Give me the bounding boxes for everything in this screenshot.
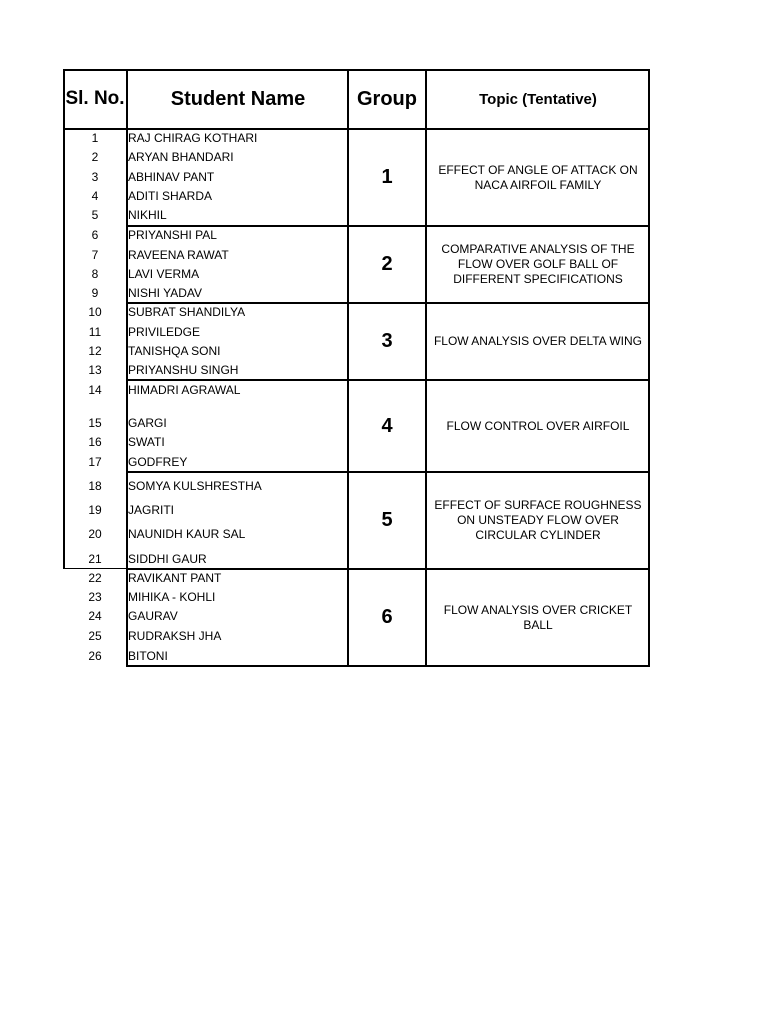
border-bottom [126,665,650,667]
sl-no-cell: 2 [91,150,99,164]
group-number-cell: 3 [381,330,393,352]
student-name-cell: ARYAN BHANDARI [128,150,234,164]
group-number-cell: 2 [381,253,393,275]
sl-no-cell: 26 [88,649,102,663]
student-name-cell: SOMYA KULSHRESTHA [128,479,262,493]
divider-sl-name [126,69,128,667]
sl-no-cell: 23 [88,590,102,604]
student-name-cell: BITONI [128,649,168,663]
border-left-bottom [63,568,128,569]
group-number-cell: 1 [381,166,393,188]
sl-no-cell: 25 [88,629,102,643]
student-name-cell: GODFREY [128,455,188,469]
sl-no-cell: 8 [91,267,99,281]
sl-no-cell: 21 [88,552,102,566]
sl-no-cell: 10 [88,305,102,319]
group-separator [126,302,650,304]
group-number-cell: 4 [381,414,393,437]
sl-no-cell: 20 [88,527,102,541]
header-student-name: Student Name [170,87,306,110]
student-name-cell: SUBRAT SHANDILYA [128,305,246,319]
student-name-cell: RAJ CHIRAG KOTHARI [128,131,258,145]
topic-cell [427,303,649,380]
border-left [63,69,65,569]
sl-no-cell: 12 [88,344,102,358]
group-separator [126,225,650,227]
topic-text: FLOW ANALYSIS OVER DELTA WING [433,334,643,348]
divider-group-topic [425,69,427,667]
topic-text: COMPARATIVE ANALYSIS OF THE FLOW OVER GOLF BALL OF DIFFERENT SPECIFICATIONS [441,242,635,286]
student-name-cell: GARGI [128,416,167,430]
header-group: Group [357,87,417,110]
student-name-cell: GAURAV [128,609,178,623]
student-name-cell: NAUNIDH KAUR SAL [128,527,246,541]
student-name-cell: PRIVILEDGE [128,325,201,339]
topic-text: FLOW ANALYSIS OVER CRICKET BALL [443,602,633,632]
topic-cell [427,129,649,226]
sl-no-cell: 15 [88,416,102,430]
sl-no-cell: 7 [91,248,99,262]
sl-no-cell: 1 [91,131,99,145]
sl-no-cell: 5 [91,208,99,222]
sl-no-cell: 11 [88,325,102,339]
student-name-cell: PRIYANSHI PAL [128,228,217,242]
group-number-cell: 6 [381,606,393,628]
student-name-cell: LAVI VERMA [128,267,200,281]
student-name-cell: NISHI YADAV [128,286,203,300]
student-name-cell: PRIYANSHU SINGH [128,363,239,377]
topic-cell [427,226,649,303]
student-name-cell: SWATI [128,435,165,449]
sl-no-cell: 6 [91,228,99,242]
sl-no-cell: 17 [88,455,102,469]
student-name-cell: JAGRITI [128,503,175,517]
topic-text: FLOW CONTROL OVER AIRFOIL [446,418,630,433]
topic-cell [427,380,649,472]
student-name-cell: TANISHQA SONI [128,344,221,358]
sl-no-cell: 16 [88,435,102,449]
sl-no-cell: 3 [91,170,99,184]
student-name-cell: RUDRAKSH JHA [128,629,222,643]
student-name-cell: RAVEENA RAWAT [128,248,229,262]
border-header-bottom [63,128,650,130]
group-separator [126,379,650,381]
sl-no-cell: 13 [88,363,102,377]
topic-text: EFFECT OF ANGLE OF ATTACK ON NACA AIRFOIL FAMILY [438,162,638,192]
header-sl-no: Sl. No. [65,88,125,109]
sl-no-cell: 9 [91,286,99,300]
student-name-cell: MIHIKA - KOHLI [128,590,216,604]
topic-cell [427,472,649,569]
student-name-cell: RAVIKANT PANT [128,571,222,585]
divider-name-group [347,69,349,667]
student-name-cell: ABHINAV PANT [128,170,215,184]
header-topic: Topic (Tentative) [479,90,597,108]
group-allocation-table [63,69,650,667]
sl-no-cell: 4 [91,189,99,203]
topic-text: EFFECT OF SURFACE ROUGHNESS ON UNSTEADY FLOW OVER CIRCULAR CYLINDER [434,498,642,542]
sl-no-cell: 19 [88,503,102,517]
topic-cell [427,569,649,666]
group-number-cell: 5 [381,509,393,531]
sl-no-cell: 14 [88,383,102,397]
student-name-cell: NIKHIL [128,208,167,222]
group-separator [126,471,650,473]
student-name-cell: SIDDHI GAUR [128,552,207,566]
sl-no-cell: 22 [88,571,102,585]
sl-no-cell: 24 [88,609,102,623]
border-right [648,69,650,667]
border-top [63,69,650,71]
sl-no-cell: 18 [88,479,102,493]
group-separator [126,568,650,570]
student-name-cell: ADITI SHARDA [128,189,213,203]
student-name-cell: HIMADRI AGRAWAL [128,383,241,397]
